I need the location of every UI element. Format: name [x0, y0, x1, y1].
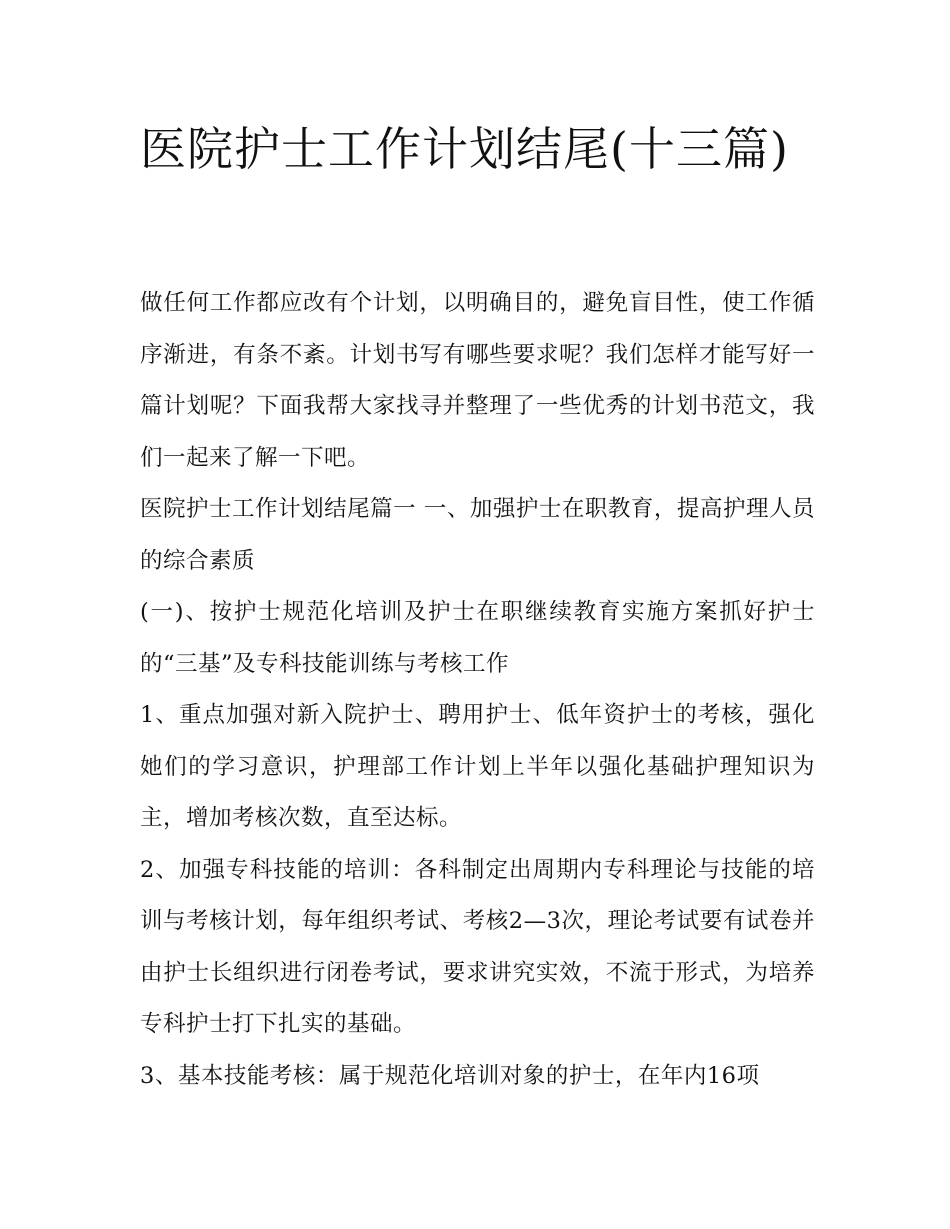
document-body	[140, 278, 815, 1102]
document-title: 医院护士工作计划结尾(十三篇)	[140, 122, 789, 176]
subsection-heading-paragraph: (一)、按护士规范化培训及护士在职继续教育实施方案抓好护士的“三基”及专科技能训练与考核工作	[140, 599, 815, 677]
item-2-paragraph: 2、加强专科技能的培训：各科制定出周期内专科理论与技能的培训与考核计划，每年组织考试、考核2—3次，理论考试要有试卷并由护士长组织进行闭卷考试，要求讲究实效，不流于形式，为培养专科护士打下扎实的基础。	[140, 856, 815, 1037]
section-heading-paragraph: 医院护士工作计划结尾篇一 一、加强护士在职教育，提高护理人员的综合素质	[140, 496, 815, 574]
item-3-paragraph: 3、基本技能考核：属于规范化培训对象的护士，在年内16项	[140, 1062, 760, 1089]
item-1-paragraph: 1、重点加强对新入院护士、聘用护士、低年资护士的考核，强化她们的学习意识，护理部工作计划上半年以强化基础护理知识为主，增加考核次数，直至达标。	[140, 702, 815, 831]
intro-paragraph: 做任何工作都应改有个计划，以明确目的，避免盲目性，使工作循序渐进，有条不紊。计划书写有哪些要求呢？我们怎样才能写好一篇计划呢？下面我帮大家找寻并整理了一些优秀的计划书范文，我们一起来了解一下吧。	[140, 290, 815, 471]
